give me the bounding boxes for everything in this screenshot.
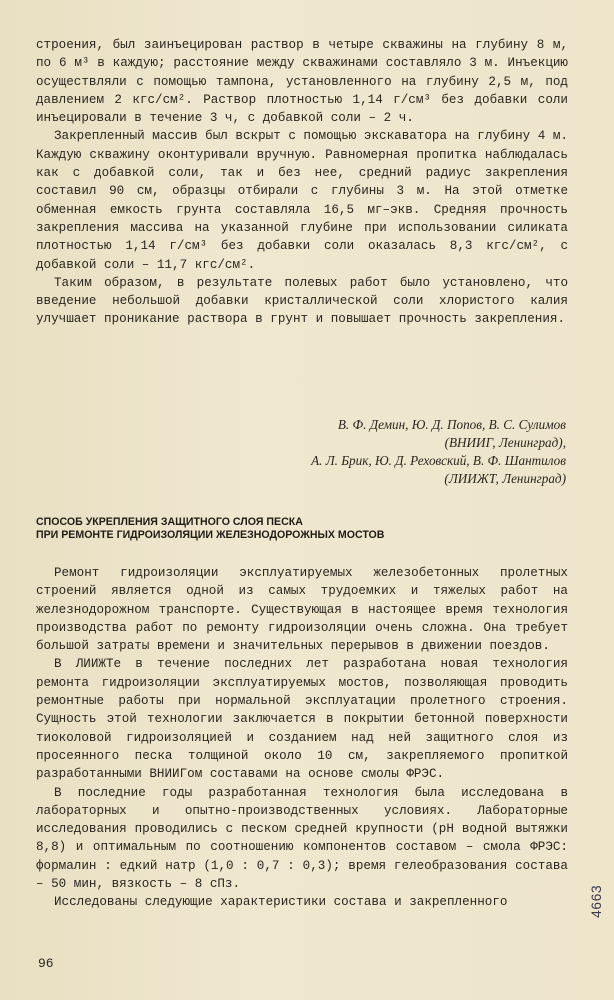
paragraph: В последние годы разработанная технология была исследована в лабораторных и опытно-производственных условиях. Лабораторные исследования проводились с песком средней крупности (pH водной вытяжки 8,8) и оптимальным по соотношению компонентов составом – смола ФРЭС: формалин : едкий натр (1,0 : 0,7 : 0,3); время гелеобразования состава – 50 мин, вязкость – 8 сПз. — [36, 785, 568, 892]
paragraph: В ЛИИЖТе в течение последних лет разработана новая технология ремонта гидроизоляции эксплуатируемых мостов, позволяющая проводить ремонтные работы при нормальной эксплуатации пролетного строения. Сущность этой технологии заключается в покрытии бетонной поверхности тиоколовой гидроизоляцией и созданием над ней защитного слоя из просеянного песка толщиной около 10 см, закрепляемого пропиткой разработанными ВНИИГом составами на основе смолы ФРЭС. — [36, 657, 568, 782]
archive-stamp: 4663 — [588, 884, 604, 918]
paragraph: Таким образом, в результате полевых работ было установлено, что введение небольшой добавки кристаллической соли хлористого калия улучшает проникание раствора в грунт и повышает прочность закрепления. — [36, 275, 568, 327]
author-names-2: А. Л. Брик, Ю. Д. Реховский, В. Ф. Шантилов — [311, 453, 566, 468]
section-title — [36, 516, 576, 542]
author-affiliation-1: (ВНИИГ, Ленинград), — [444, 435, 566, 450]
bottom-text-block — [36, 564, 568, 912]
paragraph: Исследованы следующие характеристики состава и закрепленного — [54, 895, 508, 910]
paragraph: Закрепленный массив был вскрыт с помощью экскаватора на глубину 4 м. Каждую скважину оконтуривали вручную. Равномерная пропитка наблюдалась как с добавкой соли, так и без нее, средний радиус закрепления составил 90 см, образцы отбирали с глубины 3 м. На этой отметке обменная емкость грунта составляла 16,5 мг–экв. Средняя прочность закрепления массива на указанной глубине при использовании силиката плотностью 1,14 г/см³ без добавки соли оказалась 8,3 кгс/см², с добавкой соли – 11,7 кгс/см². — [36, 129, 568, 272]
author-affiliation-2: (ЛИИЖТ, Ленинград) — [444, 471, 566, 486]
section-title-line-1: СПОСОБ УКРЕПЛЕНИЯ ЗАЩИТНОГО СЛОЯ ПЕСКА — [36, 516, 303, 528]
top-text-block — [36, 36, 568, 329]
section-title-line-2: ПРИ РЕМОНТЕ ГИДРОИЗОЛЯЦИИ ЖЕЛЕЗНОДОРОЖНЫХ МОСТОВ — [36, 529, 385, 541]
authors-block — [146, 416, 566, 488]
paragraph: строения, был заинъецирован раствор в четыре скважины на глубину 8 м, по 6 м³ в каждую; расстояние между скважинами составляло 3 м. Инъекцию осуществляли с помощью тампона, установленного на глубину 2,5 м, под давлением 2 кгс/см². Раствор плотностью 1,14 г/см³ без добавки соли инъецировали в течение 3 ч, с добавкой соли – 2 ч. — [36, 38, 568, 126]
author-names-1: В. Ф. Демин, Ю. Д. Попов, В. С. Сулимов — [337, 417, 566, 432]
paragraph: Ремонт гидроизоляции эксплуатируемых железобетонных пролетных строений является одной из самых трудоемких и тяжелых работ на железнодорожном транспорте. Существующая в настоящее время технология производства работ по ремонту гидроизоляции очень сложна. Она требует большой затраты времени и значительных перерывов в движении поездов. — [36, 566, 568, 654]
page-number: 96 — [38, 956, 54, 971]
